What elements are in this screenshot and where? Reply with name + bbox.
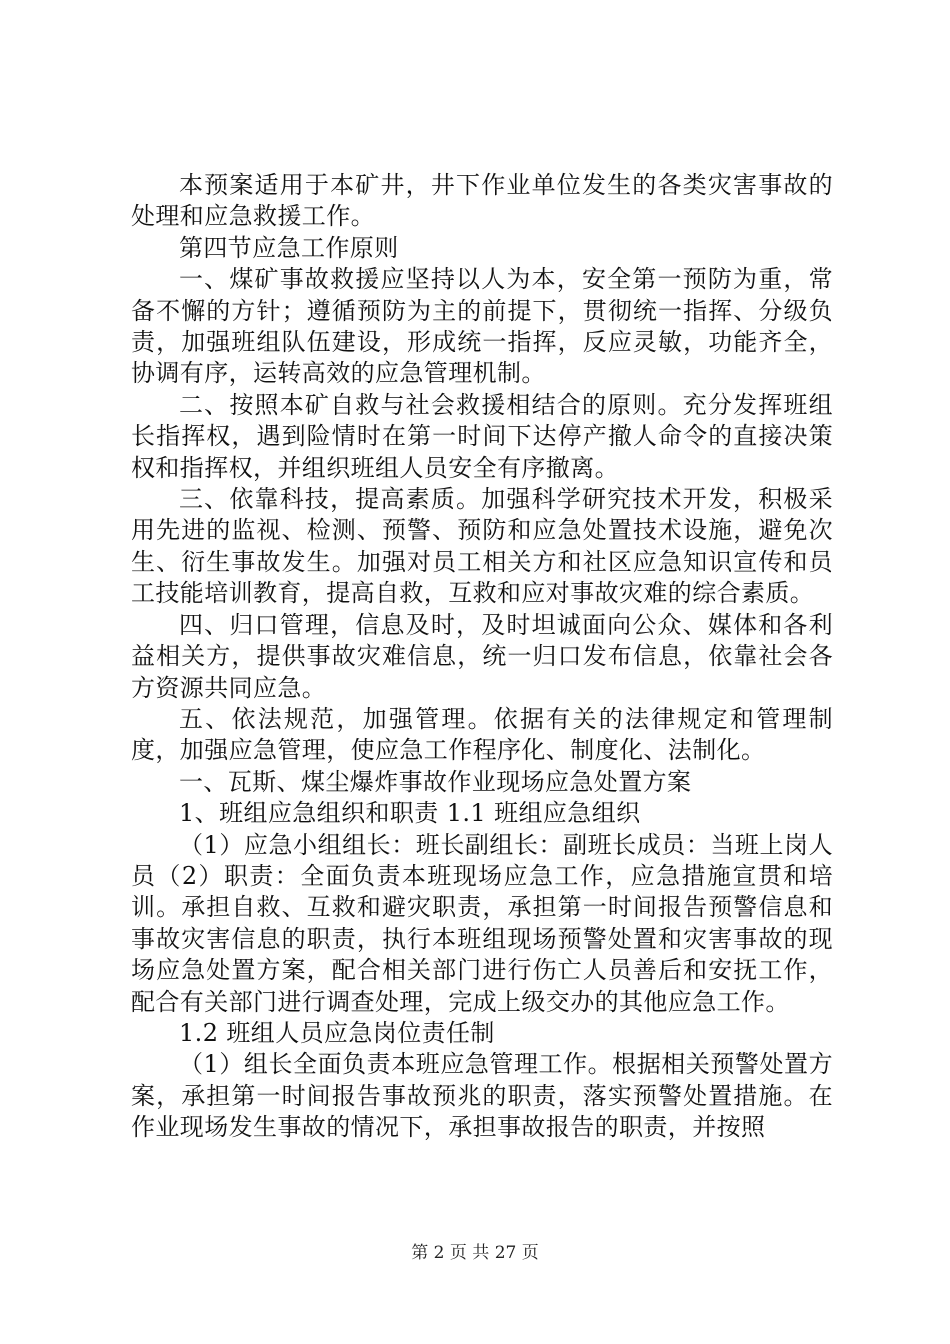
subsection-heading-responsibility: 1.2 班组人员应急岗位责任制 — [179, 1018, 495, 1047]
paragraph-scope: 本预案适用于本矿井，井下作业单位发生的各类灾害事故的处理和应急救援工作。 — [131, 171, 833, 231]
paragraph-leader-responsibility: （1）组长全面负责本班应急管理工作。根据相关预警处置方案，承担第一时间报告事故预兆的职责，落实预警处置措施。在作业现场发生事故的情况下，承担事故报告的职责，并按照 — [131, 1050, 833, 1142]
page-footer: 第 2 页 共 27 页 — [411, 1243, 539, 1263]
paragraph-principle-2: 二、按照本矿自救与社会救援相结合的原则。充分发挥班组长指挥权，遇到险情时在第一时间下达停产撤人命令的直接决策权和指挥权，并组织班组人员安全有序撤离。 — [131, 390, 833, 482]
section-heading-gas-explosion: 一、瓦斯、煤尘爆炸事故作业现场应急处置方案 — [179, 767, 692, 796]
paragraph-principle-4: 四、归口管理，信息及时，及时坦诚面向公众、媒体和各利益相关方，提供事故灾难信息，统一归口发布信息，依靠社会各方资源共同应急。 — [131, 610, 833, 702]
subsection-heading-organization: 1、班组应急组织和职责 1.1 班组应急组织 — [179, 799, 641, 828]
paragraph-principle-5: 五、依法规范，加强管理。依据有关的法律规定和管理制度，加强应急管理，使应急工作程序化、制度化、法制化。 — [131, 704, 833, 765]
document-body — [131, 170, 833, 1144]
paragraph-organization-duties: （1）应急小组组长：班长副组长：副班长成员：当班上岗人员（2）职责：全面负责本班现场应急工作，应急措施宣贯和培训。承担自救、互救和避灾职责，承担第一时间报告预警信息和事故灾害信息的职责，执行本班组现场预警处置和灾害事故的现场应急处置方案，配合相关部门进行伤亡人员善后和安抚工作，配合有关部门进行调查处理，完成上级交办的其他应急工作。 — [131, 830, 833, 1016]
paragraph-principle-1: 一、煤矿事故救援应坚持以人为本，安全第一预防为重，常备不懈的方针；遵循预防为主的前提下，贯彻统一指挥、分级负责，加强班组队伍建设，形成统一指挥，反应灵敏，功能齐全，协调有序，运转高效的应急管理机制。 — [131, 265, 833, 388]
paragraph-principle-3: 三、依靠科技，提高素质。加强科学研究技术开发，积极采用先进的监视、检测、预警、预防和应急处置技术设施，避免次生、衍生事故发生。加强对员工相关方和社区应急知识宣传和员工技能培训教育，提高自救，互救和应对事故灾难的综合素质。 — [131, 485, 833, 608]
section-heading-principles: 第四节应急工作原则 — [179, 233, 399, 262]
